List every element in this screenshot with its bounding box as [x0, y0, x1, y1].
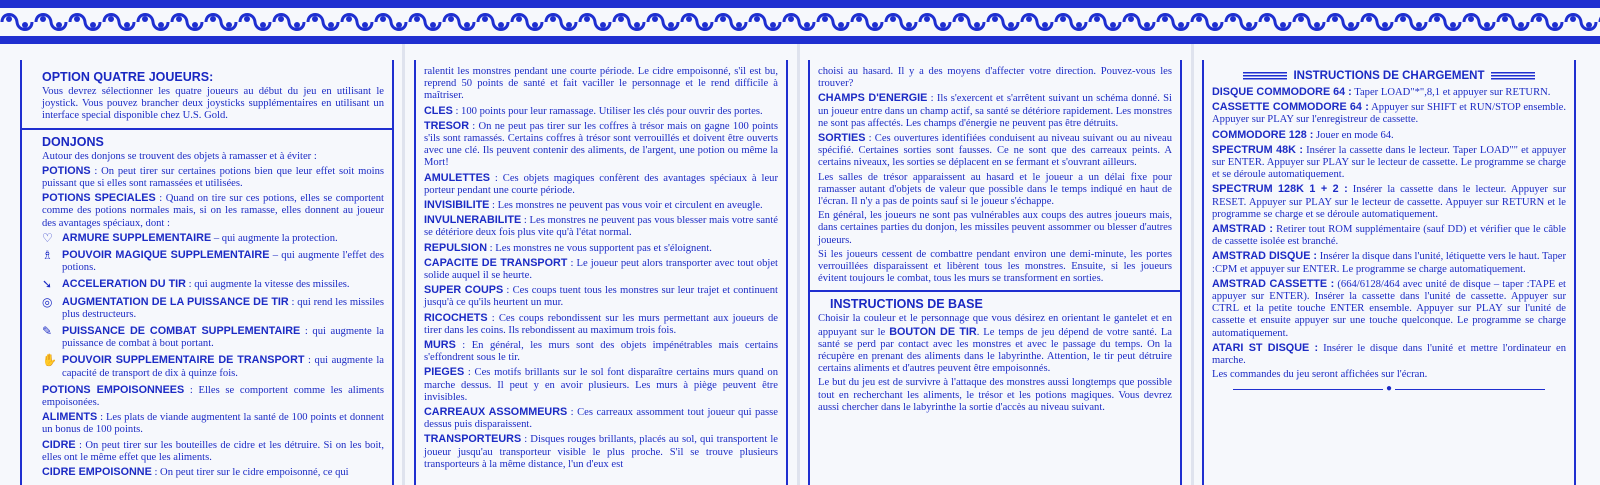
- loading-title: INSTRUCTIONS DE CHARGEMENT: [1212, 70, 1566, 82]
- cidre-para: CIDRE : On peut tirer sur les bouteilles de cidre et les détruire. Si on les boit, elles ont le même effet que les aliments.: [42, 438, 384, 463]
- tresor-para: TRESOR : On ne peut pas tirer sur les coffres à trésor mais on gagne 100 points s'ils sont ramassés. Certains coffres à trésor sont verrouillés et doivent être ouverts avec une clé. Ils peuvent contenir des aliments, de l'argent, une potion ou même la Mort!: [424, 119, 778, 169]
- title-lines-right: [1491, 72, 1535, 80]
- donjons-title: DONJONS: [42, 134, 104, 149]
- item-combat: ✎ PUISSANCE DE COMBAT SUPPLEMENTAIRE : qui augmente la puissance de combat à bout portant.: [42, 324, 384, 350]
- transporteurs-continued: choisi au hasard. Il y a des moyens d'affecter votre direction. Pouvez-vous les trouver?: [818, 66, 1172, 90]
- base-title: INSTRUCTIONS DE BASE: [830, 297, 983, 312]
- decorative-border: [0, 0, 1600, 44]
- armour-icon: ♡: [42, 230, 53, 245]
- vulnerability-para: En général, les joueurs ne sont pas vulnérables aux coups des autres joueurs mais, dans certaines parties du donjon, les missiles peuvent assommer ou blesser d'autres joueurs.: [818, 210, 1172, 246]
- cidre-empoisonne-para: CIDRE EMPOISONNE : On peut tirer sur le cidre empoisonné, ce qui: [42, 466, 349, 479]
- tresor-rooms-para: Les salles de trésor apparaissent au hasard et le joueur a un délai fixe pour ramasser autant d'objets de valeur que possible dans le temps indiqué en haut de l'écran. Il n'y a pas de points sauf si le joueur s'échappe.: [818, 171, 1172, 208]
- load-entry: AMSTRAD : Retirer tout ROM supplémentaire (sauf DD) et vérifier que le câble de cassette isolée est branché.: [1212, 223, 1566, 248]
- item-armour: ♡ ARMURE SUPPLEMENTAIRE – qui augmente la protection.: [42, 230, 338, 245]
- base-para-1: Choisir la couleur et le personnage que vous désirez en orientant le gantelet et en appuyant sur le BOUTON DE TIR. Le temps de jeu dépend de votre santé. La santé se perd par contact avec les monstres et avec le passage du temps. On la récupère en prenant des aliments dans le labyrinthe. Attention, le tir peut détruire certains aliments et d'autres peuvent être empoisonnés.: [818, 313, 1172, 375]
- shot-power-icon: ◎: [42, 294, 53, 309]
- potions-para: POTIONS : On peut tirer sur certaines potions bien que leur effet soit moins puissant que si elles sont ramassées et utilisées.: [42, 164, 384, 190]
- divider: [810, 290, 1180, 292]
- shot-speed-icon: ➘: [42, 277, 53, 292]
- load-entry: AMSTRAD DISQUE : Insérer la disque dans l'unité, létiquette vers le haut. Taper :CPM et appuyer sur ENTER. Le programme se charge automatiquement.: [1212, 250, 1566, 275]
- sorties-para: SORTIES : Ces ouvertures identifiées conduisent au niveau suivant ou au niveau spécifié. Certaines sorties sont fausses. Ce ne sont que des carreaux peints. A certains niveaux, les sorties se déplacent en se fermant et s'ouvrant ailleurs.: [818, 132, 1172, 169]
- load-entry: SPECTRUM 128K 1 + 2 : Insérer la cassette dans le lecteur. Appuyer sur RESET. Appuyer sur PLAY sur le lecteur de cassette. Appuyer sur RETURN et le programme se charge et se déroule automatiquement.: [1212, 183, 1566, 220]
- combat-pause-para: Si les joueurs cessent de combattre pendant environ une demi-minute, les portes verrouillées disparaissent et libèrent tous les monstres. Ensuite, si les joueurs évitent toujours le combat, tous les murs se transforment en sorties.: [818, 248, 1172, 285]
- cles-para: CLES : 100 points pour leur ramassage. Utiliser les clés pour ouvrir des portes.: [424, 104, 763, 117]
- column-3: [808, 60, 1182, 485]
- amulettes-para: AMULETTES : Ces objets magiques confèrent des avantages spéciaux à leur porteur pendant une courte période.: [424, 171, 778, 196]
- load-entry: AMSTRAD CASSETTE : (664/6128/464 avec unité de disque – taper :TAPE et appuyer sur ENTER). Insérer la cassette dans l'unité de cassette. Appuyer sur CTRL et la petite touche ENTER ensemble. Appuyer sur PLAY sur l'unité de cassette et ensuite appuyer sur une touche quelconque. Le programme se charge automatiquement.: [1212, 277, 1566, 339]
- potions-empoisonnees-para: POTIONS EMPOISONNEES : Elles se comportent comme les aliments empoisonées.: [42, 383, 384, 409]
- aliments-para: ALIMENTS : Les plats de viande augmentent la santé de 100 points et donnent un bonus de 100 points.: [42, 411, 384, 436]
- end-ornament: ●: [1212, 383, 1566, 394]
- option-text: Vous devrez sélectionner les quatre joueurs au début du jeu en utilisant le joystick. Vous pouvez brancher deux joysticks supplémentaires en utilisant un interface special disponible chez U.S. Gold.: [42, 86, 384, 122]
- option-title: OPTION QUATRE JOUEURS:: [42, 70, 214, 84]
- divider: [22, 128, 392, 130]
- donjons-intro: Autour des donjons se trouvent des objets à ramasser et à éviter :: [42, 150, 317, 162]
- page-fold: [797, 44, 800, 485]
- load-entry: DISQUE COMMODORE 64 : Taper LOAD"*",8,1 et appuyer sur RETURN.: [1212, 86, 1551, 98]
- item-shot-speed: ➘ ACCELERATION DU TIR : qui augmente la vitesse des missiles.: [42, 277, 350, 292]
- load-entry: ATARI ST DISQUE : Insérer le disque dans l'unité et mettre l'ordinateur en marche.: [1212, 341, 1566, 367]
- column-1: [20, 60, 394, 485]
- capacite-para: CAPACITE DE TRANSPORT : Le joueur peut alors transporter avec tout objet solide auquel il se heurte.: [424, 256, 778, 282]
- closing-note: Les commandes du jeu seront affichées sur l'écran.: [1212, 369, 1428, 381]
- magic-power-icon: ♗: [42, 248, 53, 263]
- base-para-2: Le but du jeu est de survivre à l'attaque des monstres aussi longtemps que possible tout en recherchant les aliments, le trésor et les potions magiques. Vous devrez aussi chercher dans le labyrinthe la sortie d'accès au niveau suivant.: [818, 377, 1172, 413]
- transporteurs-para: TRANSPORTEURS : Disques rouges brillants, placés au sol, qui transportent le joueur jusqu'au transporteur visible le plus proche. S'il se trouve plusieurs transporteurs à la même distance, l'un d'eux est: [424, 433, 778, 470]
- cidre-continued: ralentit les monstres pendant une courte période. Le cidre empoisonné, s'il est bu, reprend 50 points de santé et fait vaciller le personnage et le rend difficile à maîtriser.: [424, 66, 778, 102]
- carreaux-para: CARREAUX ASSOMMEURS : Ces carreaux assomment tout joueur qui passe dessus puis disparaissent.: [424, 406, 778, 431]
- champs-para: CHAMPS D'ENERGIE : Ils s'exercent et s'arrêtent suivant un schéma donné. Si un joueur entre dans un champ actif, sa santé se détériore rapidement. Les monstres ne sont pas affectés. Les champs d'énergie ne peuvent pas être détruits.: [818, 92, 1172, 129]
- invulnerabilite-para: INVULNERABILITE : Les monstres ne peuvent pas vous blesser mais votre santé se détériore deux fois plus vite qu'à l'état normal.: [424, 214, 778, 239]
- column-4: [1202, 60, 1576, 485]
- super-coups-para: SUPER COUPS : Ces coups tuent tous les monstres sur leur trajet et continuent jusqu'à ce qu'ils heurtent un mur.: [424, 284, 778, 309]
- scroll-pattern: [0, 8, 1600, 36]
- page-fold: [402, 44, 405, 485]
- load-entry: SPECTRUM 48K : Insérer la cassette dans le lecteur. Taper LOAD"" et appuyer sur ENTER. Appuyer sur PLAY sur le lecteur de cassette. Le programme se charge et se déroule automatiquement.: [1212, 143, 1566, 181]
- potions-speciales-para: POTIONS SPECIALES : Quand on tire sur ces potions, elles se comportent comme des potions normales mais, si on les ramasse, elles donnent au joueur des avantages spéciaux, dont :: [42, 192, 384, 229]
- pieges-para: PIEGES : Ces motifs brillants sur le sol font disparaître certains murs quand on marche dessus. Il peut y en avoir plusieurs. Les murs à piège peuvent être invisibles.: [424, 366, 778, 403]
- load-entry: CASSETTE COMMODORE 64 : Appuyer sur SHIFT et RUN/STOP ensemble. Appuyer sur PLAY sur l'enregistreur de cassette.: [1212, 101, 1566, 126]
- load-entry: COMMODORE 128 : Jouer en mode 64.: [1212, 128, 1394, 141]
- repulsion-para: REPULSION : Les monstres ne vous supportent pas et s'éloignent.: [424, 241, 712, 254]
- invisibilite-para: INVISIBILITE : Les monstres ne peuvent pas vous voir et circulent en aveugle.: [424, 199, 763, 212]
- carry-power-icon: ✋: [42, 353, 57, 368]
- item-carry: ✋ POUVOIR SUPPLEMENTAIRE DE TRANSPORT : qui augmente la capacité de transport de dix à quinze fois.: [42, 353, 384, 379]
- murs-para: MURS : En général, les murs sont des objets impénétrables mais certains s'effondrent sous le tir.: [424, 339, 778, 364]
- combat-power-icon: ✎: [42, 324, 53, 339]
- title-lines-left: [1243, 72, 1287, 80]
- ricochets-para: RICOCHETS : Ces coups rebondissent sur les murs permettant aux joueurs de tirer dans les coins. Ils rebondissent au maximum trois fois.: [424, 311, 778, 336]
- item-magic: ♗ POUVOIR MAGIQUE SUPPLEMENTAIRE – qui augmente l'effet des potions.: [42, 248, 384, 274]
- column-2: [414, 60, 788, 485]
- item-shot-power: ◎ AUGMENTATION DE LA PUISSANCE DE TIR : qui rend les missiles plus destructeurs.: [42, 294, 384, 320]
- page-fold: [1191, 44, 1194, 485]
